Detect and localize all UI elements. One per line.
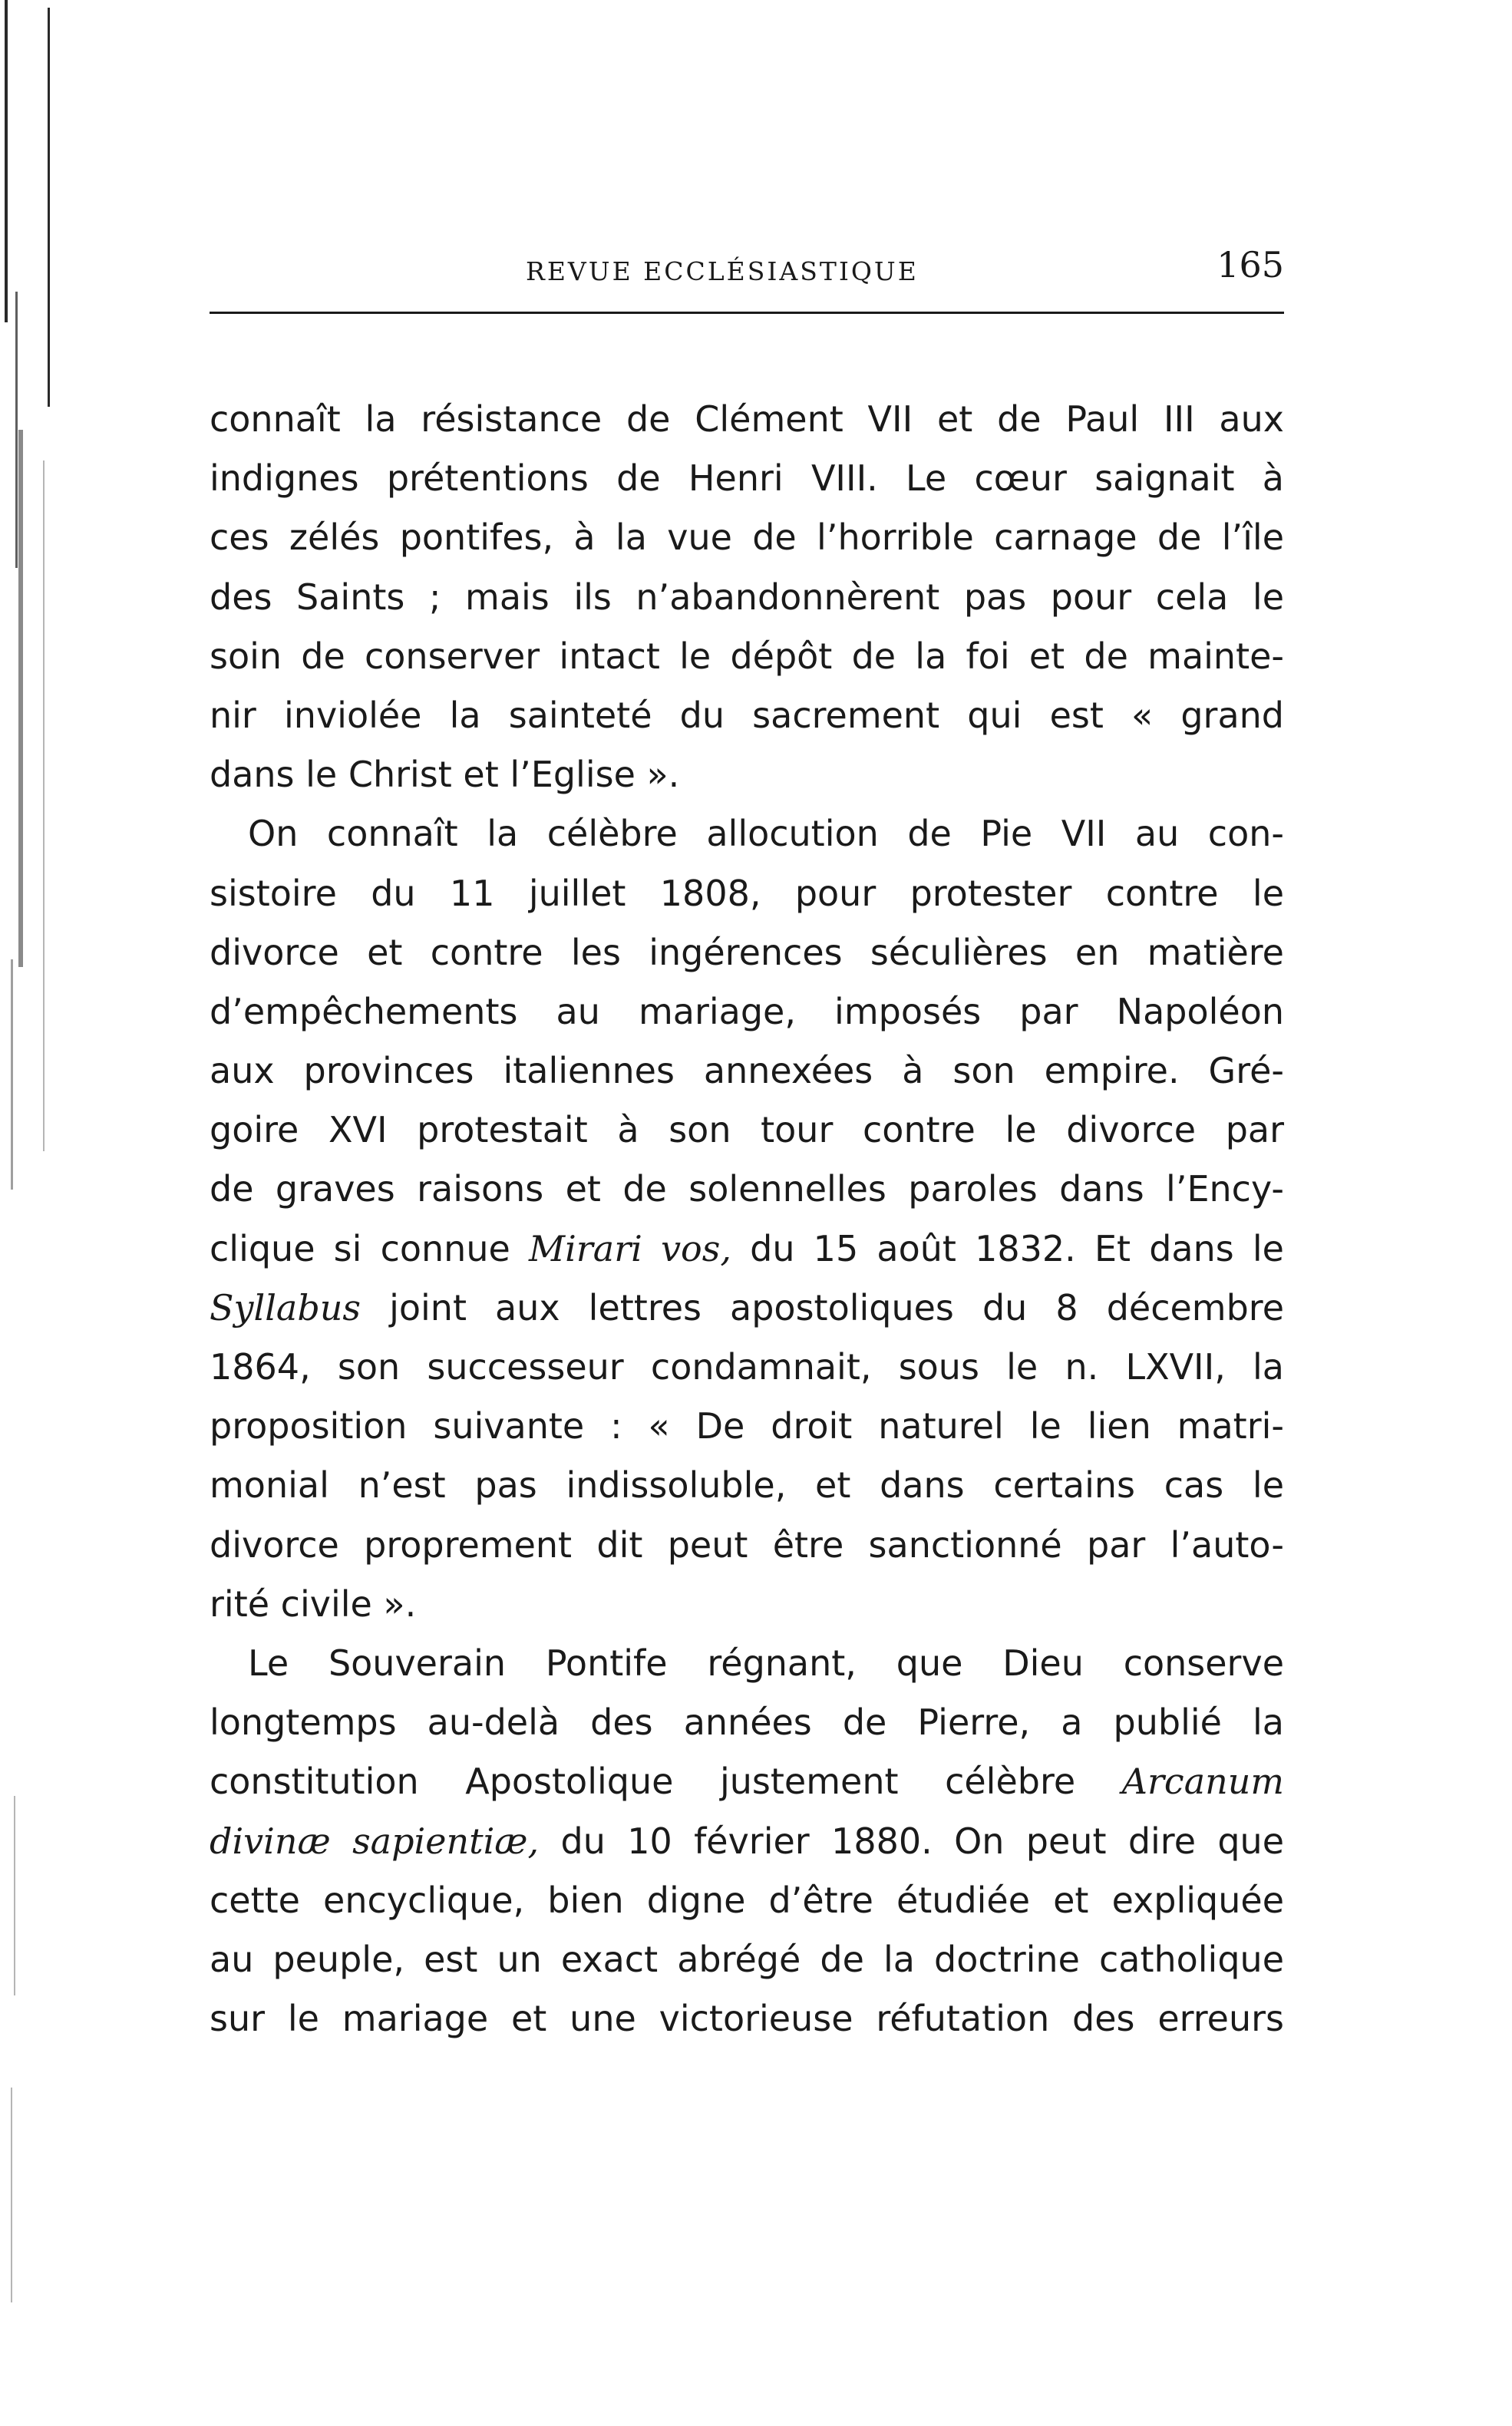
text-line: ces zélés pontifes, à la vue de l’horrible carnage de l’île — [210, 517, 1284, 559]
page-header — [210, 230, 1284, 315]
page-number: 165 — [1217, 244, 1284, 286]
text-line — [210, 1812, 1284, 1871]
italic-title: Syllabus — [210, 1286, 361, 1329]
text-line: aux provinces italiennes annexées à son empire. Gré- — [210, 1050, 1284, 1092]
text-line: nir inviolée la sainteté du sacrement qui est « grand — [210, 694, 1284, 736]
text-line: longtemps au-delà des années de Pierre, a publié la — [210, 1702, 1284, 1744]
text-line: On connaît la célèbre allocution de Pie VII au con- — [248, 813, 1284, 855]
text-segment: du 15 août 1832. Et dans le — [731, 1227, 1284, 1269]
body-text — [210, 390, 1284, 2048]
text-segment: du 10 février 1880. On peut dire que — [539, 1820, 1285, 1862]
text-segment: joint aux lettres apostoliques du 8 décembre — [361, 1286, 1284, 1329]
text-line: sistoire du 11 juillet 1808, pour protester contre le — [210, 872, 1284, 914]
text-line: divorce et contre les ingérences séculières en matière — [210, 931, 1284, 973]
text-segment: constitution Apostolique justement célèbre — [210, 1761, 1122, 1803]
text-line: proposition suivante : « De droit naturel le lien matri- — [210, 1405, 1284, 1447]
scanned-binding-edge — [0, 0, 61, 2426]
text-line: dans le Christ et l’Eglise ». — [210, 754, 680, 796]
text-line: rité civile ». — [210, 1583, 417, 1625]
text-line: d’empêchements au mariage, imposés par Napoléon — [210, 990, 1284, 1032]
header-rule — [210, 312, 1284, 314]
text-line: divorce proprement dit peut être sanctionné par l’auto- — [210, 1523, 1284, 1566]
text-line — [210, 1220, 1284, 1279]
text-line: sur le mariage et une victorieuse réfutation des erreurs — [210, 1998, 1284, 2040]
text-line: cette encyclique, bien digne d’être étudiée et expliquée — [210, 1879, 1284, 1921]
text-line: Le Souverain Pontife régnant, que Dieu conserve — [248, 1642, 1284, 1684]
text-line: de graves raisons et de solennelles paroles dans l’Ency- — [210, 1168, 1284, 1210]
text-line: connaît la résistance de Clément VII et de Paul III aux — [210, 398, 1284, 440]
italic-title: divinæ sapientiæ, — [210, 1820, 540, 1862]
text-line — [210, 1752, 1284, 1811]
text-line — [210, 1279, 1284, 1338]
text-line: des Saints ; mais ils n’abandonnèrent pas pour cela le — [210, 576, 1284, 618]
italic-title: Arcanum — [1121, 1761, 1284, 1803]
italic-title: Mirari vos, — [528, 1227, 731, 1269]
running-title: REVUE ECCLÉSIASTIQUE — [526, 256, 919, 286]
text-line: au peuple, est un exact abrégé de la doctrine catholique — [210, 1938, 1284, 1980]
text-line: indignes prétentions de Henri VIII. Le cœur saignait à — [210, 457, 1284, 500]
text-segment: clique si connue — [210, 1227, 529, 1269]
text-line: monial n’est pas indissoluble, et dans certains cas le — [210, 1464, 1284, 1507]
text-line: 1864, son successeur condamnait, sous le n. LXVII, la — [210, 1346, 1284, 1388]
text-line: goire XVI protestait à son tour contre le divorce par — [210, 1109, 1284, 1151]
text-line: soin de conserver intact le dépôt de la foi et de mainte- — [210, 635, 1284, 677]
